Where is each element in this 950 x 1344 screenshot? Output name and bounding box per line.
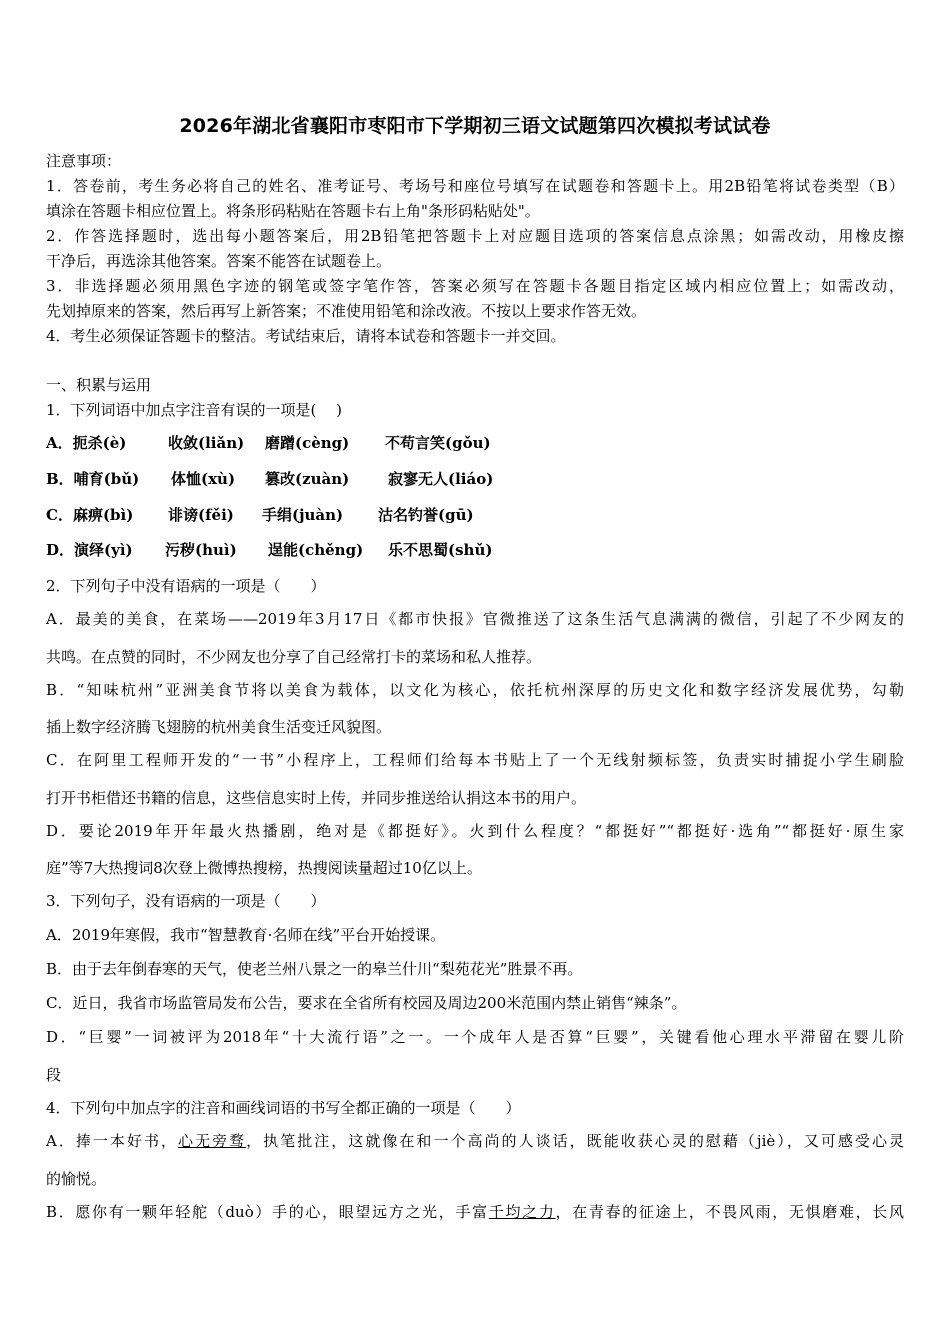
q1-option: 篡改(zuàn) [265, 470, 350, 488]
q1-option: 诽谤(fěi) [168, 506, 234, 524]
q1-option: C．麻痹(bì) [46, 506, 134, 524]
page-title: 2026年湖北省襄阳市枣阳市下学期初三语文试题第四次模拟考试试卷 [179, 115, 771, 137]
q2-option-line: B．“知味杭州”亚洲美食节将以美食为载体，以文化为核心，依托杭州深厚的历史文化和数字经济发展优势，勾勒 [46, 681, 904, 699]
q4-text: ，在青春的征途上，不畏风雨，无惧磨难，长风 [555, 1203, 904, 1221]
notice-line: 4．考生必须保证答题卡的整洁。考试结束后，请将本试卷和答题卡一并交回。 [46, 327, 566, 345]
notice-line: 3．非选择题必须用黑色字迹的钢笔或签字笔作答，答案必须写在答题卡各题目指定区域内相应位置上；如需改动， [46, 277, 904, 295]
q3-option-line: B．由于去年倒春寒的天气，使老兰州八景之一的皋兰什川“梨苑花光”胜景不再。 [46, 960, 583, 978]
q1-option: 收敛(liǎn) [168, 434, 245, 452]
q1-option: B．哺育(bǔ) [46, 470, 140, 488]
notice-line: 2．作答选择题时，选出每小题答案后，用2B铅笔把答题卡上对应题目选项的答案信息点涂黑；如需改动，用橡皮擦 [46, 227, 904, 245]
q3-option-line: C．近日，我省市场监管局发布公告，要求在全省所有校园及周边200米范围内禁止销售“辣条”。 [46, 994, 687, 1012]
q2-option-line: 共鸣。在点赞的同时，不少网友也分享了自己经常打卡的菜场和私人推荐。 [46, 648, 542, 666]
question-4-stem: 4．下列句中加点字的注音和画线词语的书写全都正确的一项是（ ） [46, 1099, 521, 1117]
q1-option: 不苟言笑(gǒu) [385, 434, 491, 452]
q2-option-line: 打开书柜借还书籍的信息，这些信息实时上传，并同步推送给认捐这本书的用户。 [46, 789, 587, 807]
notice-line: 填涂在答题卡相应位置上。将条形码粘贴在答题卡右上角"条形码粘贴处"。 [46, 202, 540, 220]
notice-line: 先划掉原来的答案，然后再写上新答案；不准使用铅笔和涂改液。不按以上要求作答无效。 [46, 302, 647, 320]
question-3-stem: 3．下列句子，没有语病的一项是（ ） [46, 892, 326, 910]
q1-option: 乐不思蜀(shǔ) [388, 541, 493, 559]
notice-line: 干净后，再选涂其他答案。答案不能答在试题卷上。 [46, 252, 392, 270]
q3-option-line: 段 [46, 1066, 62, 1084]
q1-option: 磨蹭(cèng) [265, 434, 350, 452]
q1-option: A．扼杀(è) [46, 434, 127, 452]
q2-option-line: 插上数字经济腾飞翅膀的杭州美食生活变迁风貌图。 [46, 718, 392, 736]
q3-option-line: D．“巨婴”一词被评为2018年“十大流行语”之一。一个成年人是否算“巨婴”，关键看他心理水平滞留在婴儿阶 [46, 1028, 904, 1046]
q4-option-a-line [46, 1130, 904, 1152]
q3-option-line: A．2019年寒假，我市“智慧教育·名师在线”平台开始授课。 [46, 926, 446, 944]
q1-option: 体恤(xù) [171, 470, 236, 488]
q2-option-line: C．在阿里工程师开发的“一书”小程序上，工程师们给每本书贴上了一个无线射频标签，负责实时捕捉小学生刷脸 [46, 751, 904, 769]
notice-heading: 注意事项： [46, 152, 122, 170]
q2-option-line: A．最美的美食，在菜场——2019年3月17日《都市快报》官微推送了这条生活气息满满的微信，引起了不少网友的 [46, 610, 904, 628]
q4-text: B．愿你有一颗年轻舵（duò）手的心，眼望远方之光，手富 [46, 1203, 489, 1221]
q2-option-line: D．要论2019年开年最火热播剧，绝对是《都挺好》。火到什么程度？“都挺好”“都挺好·选角”“都挺好·原生家 [46, 822, 904, 840]
q1-option: 寂寥无人(liáo) [388, 470, 494, 488]
question-2-stem: 2．下列句子中没有语病的一项是（ ） [46, 577, 326, 595]
q4-option-b-line [46, 1201, 904, 1223]
q1-option: 污秽(huì) [165, 541, 237, 559]
q1-option: 逞能(chěng) [268, 541, 364, 559]
q1-option: D．演绎(yì) [46, 541, 133, 559]
question-1-stem: 1．下列词语中加点字注音有误的一项是( ) [46, 401, 343, 419]
q4-option-a-line: 的愉悦。 [46, 1170, 107, 1188]
q1-option: 手绢(juàn) [262, 506, 344, 524]
underlined-phrase: 心无旁骛 [178, 1132, 247, 1150]
q2-option-line: 庭”等7大热搜词8次登上微博热搜榜，热搜阅读量超过10亿以上。 [46, 859, 482, 877]
q1-option: 沽名钓誉(gū) [378, 506, 474, 524]
notice-line: 1．答卷前，考生务必将自己的姓名、准考证号、考场号和座位号填写在试题卷和答题卡上。用2B铅笔将试卷类型（B） [46, 177, 904, 195]
section-heading: 一、积累与运用 [46, 376, 152, 394]
q4-text: ，执笔批注，这就像在和一个高尚的人谈话，既能收获心灵的慰藉（jiè），又可感受心灵 [246, 1132, 904, 1150]
underlined-phrase: 千均之力 [488, 1203, 556, 1221]
q4-text: A．捧一本好书， [46, 1132, 179, 1150]
